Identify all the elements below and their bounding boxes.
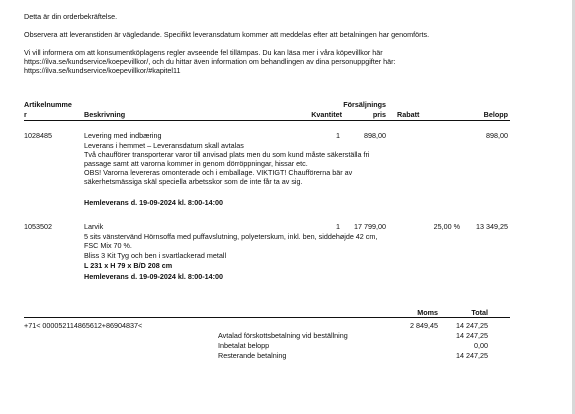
intro-confirmation-text: Detta är din orderbekräftelse. [24, 12, 118, 21]
row-quantity: 1 [336, 131, 340, 140]
header-quantity: Kvantitet [311, 110, 342, 119]
moms-label: Moms [417, 308, 438, 317]
row-desc-line: 5 sits vänstervänd Hörnsoffa med puffavslutning, polyeterskum, inkl. ben, siddehøjde 42 cm, [84, 232, 378, 241]
totals-rule [24, 317, 510, 318]
header-sales-price-1: Försäljnings [343, 100, 386, 109]
row-desc-line: Två chaufförer transporterar varor till anvisad plats men du som kund måste säkerställa fri [84, 150, 370, 159]
row-desc-line: Leverans i hemmet – Leveransdatum skall avtalas [84, 141, 244, 150]
header-underline [24, 120, 510, 121]
header-article-number-2: r [24, 110, 27, 119]
row-discount: 25,00 % [433, 222, 460, 231]
prepayment-label: Avtalad förskottsbetalning vid beställning [218, 331, 348, 340]
header-discount: Rabatt [397, 110, 420, 119]
header-description: Beskrivning [84, 110, 126, 119]
row-price: 898,00 [364, 131, 386, 140]
row-amount: 13 349,25 [476, 222, 508, 231]
row-delivery-time: Hemleverans d. 19-09-2024 kl. 8:00-14:00 [84, 198, 224, 207]
row-desc-line: FSC Mix 70 %. [84, 241, 132, 250]
ocr-reference: +71< 000052114865612+86904837< [24, 321, 143, 330]
intro-delivery-note: Observera att leveranstiden är vägledande. Specifikt leveransdatum kommer att meddelas efter att betalningen har genomförts. [24, 30, 430, 39]
row-desc-line: OBS! Varorna levereras omonterade och i emballage. VIKTIGT! Chaufförerna bär av [84, 168, 353, 177]
intro-privacy-link[interactable]: https://ilva.se/kundservice/koepevillkor/#kapitel11 [24, 66, 181, 75]
row-dimensions: L 231 x H 79 x B/D 208 cm [84, 261, 173, 270]
header-amount: Belopp [483, 110, 508, 119]
paid-amount-value: 0,00 [474, 341, 488, 350]
intro-terms-link-line[interactable]: https://ilva.se/kundservice/koepevillkor/, och du hittar även information om behandlingen av dina personuppgifter här: [24, 57, 396, 66]
header-sales-price-2: pris [372, 110, 386, 119]
row-desc-line: passage samt att varorna kommer in genom dörröppningar, hissar etc. [84, 159, 308, 168]
moms-value: 2 849,45 [410, 321, 438, 330]
total-value: 14 247,25 [456, 321, 488, 330]
row-title: Levering med indbæring [84, 131, 162, 140]
total-label: Total [471, 308, 488, 317]
row-desc-line: Bliss 3 Kit Tyg och ben i svartlackerad metall [84, 251, 227, 260]
row-price: 17 799,00 [354, 222, 386, 231]
remaining-payment-value: 14 247,25 [456, 351, 488, 360]
row-desc-line: säkerhetsmässiga skäl speciella arbetsskor som de inte får ta av sig. [84, 177, 303, 186]
row-article-number: 1053502 [24, 222, 52, 231]
row-article-number: 1028485 [24, 131, 52, 140]
header-article-number-1: Artikelnumme [24, 100, 72, 109]
remaining-payment-label: Resterande betalning [218, 351, 287, 360]
row-amount: 898,00 [486, 131, 508, 140]
row-delivery-time: Hemleverans d. 19-09-2024 kl. 8:00-14:00 [84, 272, 224, 281]
intro-consumer-law: Vi vill informera om att konsumentköplagens regler avseende fel tillämpas. Du kan läsa mer i våra köpevillkor här [24, 48, 383, 57]
prepayment-value: 14 247,25 [456, 331, 488, 340]
paid-amount-label: Inbetalat belopp [218, 341, 270, 350]
row-title: Larvik [84, 222, 104, 231]
row-quantity: 1 [336, 222, 340, 231]
